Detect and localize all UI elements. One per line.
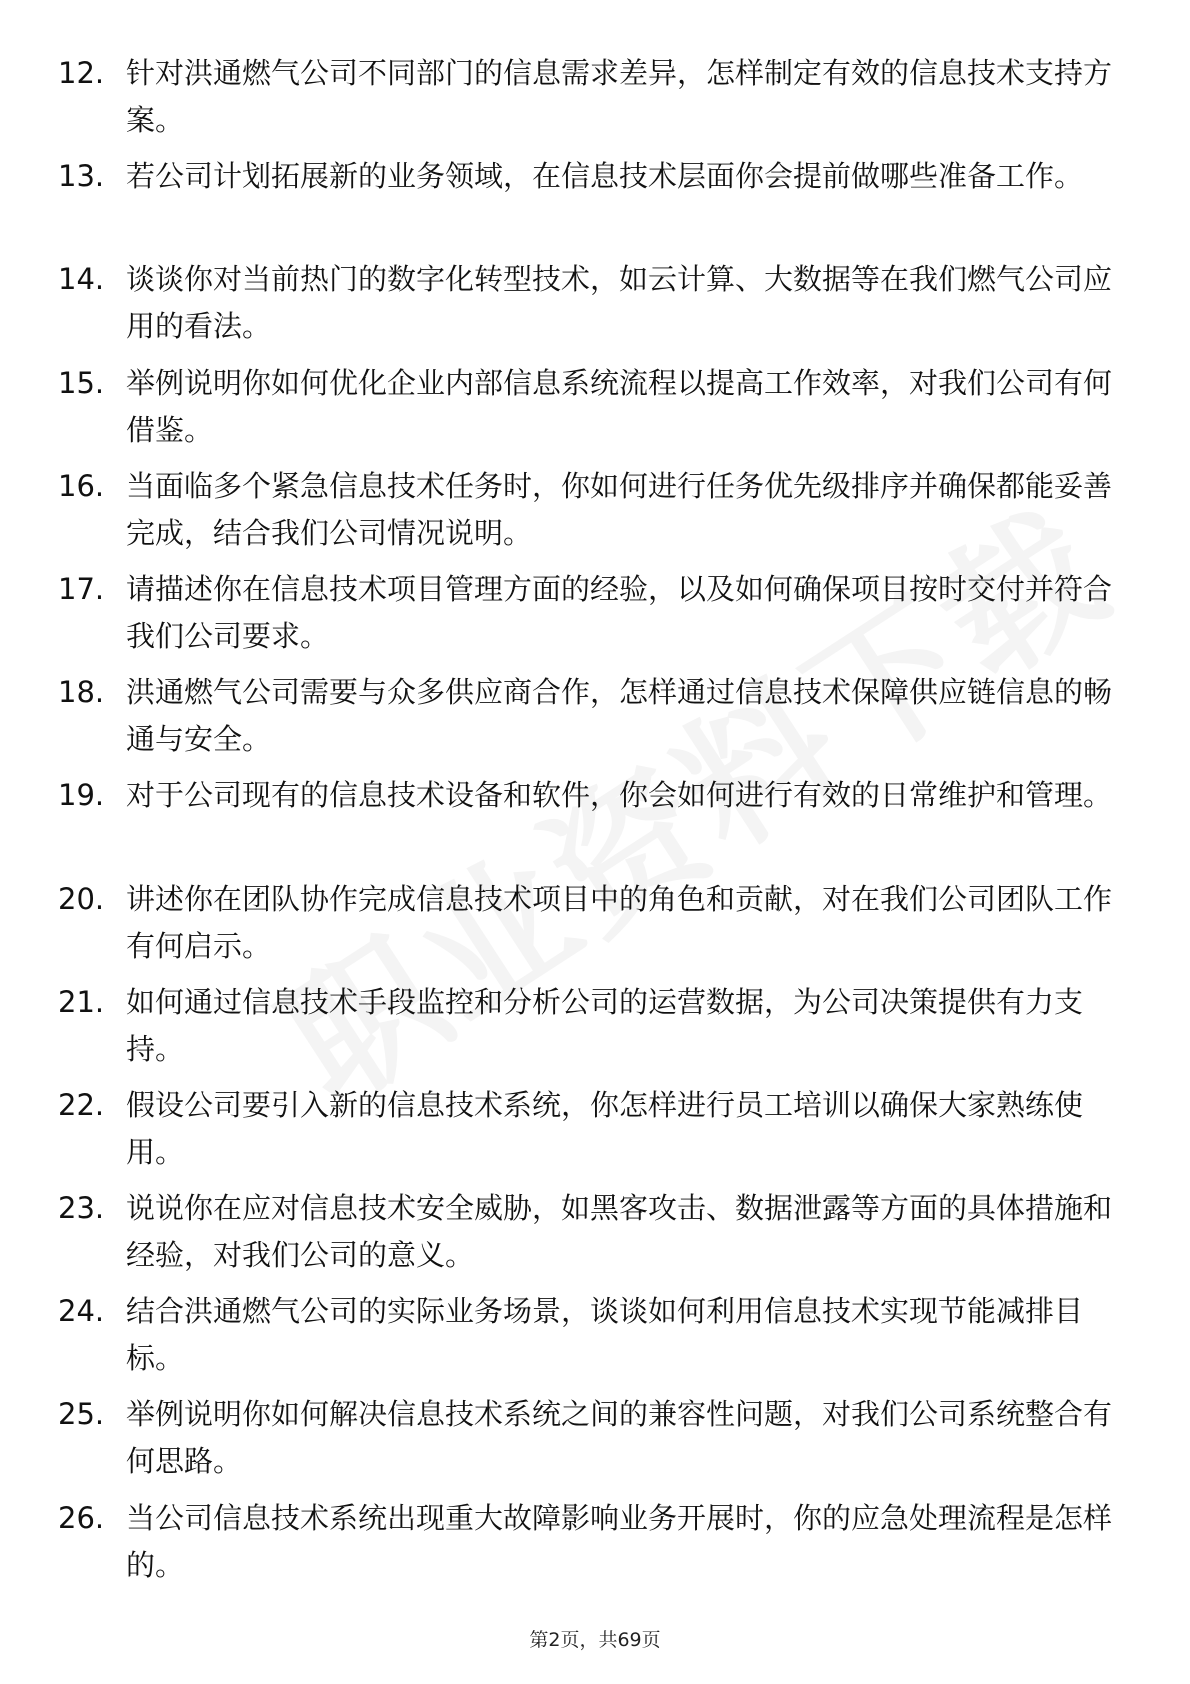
question-number: 15. (58, 365, 105, 400)
list-item (58, 1288, 1120, 1391)
question-number: 23. (58, 1191, 105, 1226)
question-text: 针对洪通燃气公司不同部门的信息需求差异，怎样制定有效的信息技术支持方案。 (126, 56, 1113, 137)
question-number: 26. (58, 1500, 105, 1535)
question-number: 18. (58, 675, 105, 710)
page-footer (0, 1625, 1190, 1652)
list-item (58, 876, 1120, 979)
question-number: 19. (58, 778, 105, 813)
question-number: 16. (58, 468, 105, 503)
question-text: 如何通过信息技术手段监控和分析公司的运营数据，为公司决策提供有力支持。 (126, 984, 1084, 1066)
question-text: 请描述你在信息技术项目管理方面的经验，以及如何确保项目按时交付并符合我们公司要求。 (126, 571, 1113, 653)
list-item (58, 50, 1120, 153)
list-item (58, 463, 1120, 566)
question-number: 21. (58, 984, 105, 1019)
question-text: 假设公司要引入新的信息技术系统，你怎样进行员工培训以确保大家熟练使用。 (126, 1087, 1084, 1169)
question-text: 当公司信息技术系统出现重大故障影响业务开展时，你的应急处理流程是怎样的。 (126, 1500, 1113, 1582)
list-item (58, 566, 1120, 669)
list-item (58, 360, 1120, 463)
list-item (58, 1185, 1120, 1288)
list-item (58, 979, 1120, 1082)
question-text: 举例说明你如何优化企业内部信息系统流程以提高工作效率，对我们公司有何借鉴。 (126, 365, 1113, 447)
question-number: 17. (58, 571, 105, 606)
question-text: 结合洪通燃气公司的实际业务场景，谈谈如何利用信息技术实现节能减排目标。 (126, 1294, 1084, 1376)
list-item (58, 1391, 1120, 1494)
question-text: 对于公司现有的信息技术设备和软件，你会如何进行有效的日常维护和管理。 (126, 778, 1113, 813)
question-text: 若公司计划拓展新的业务领域，在信息技术层面你会提前做哪些准备工作。 (126, 159, 1084, 194)
list-item (58, 153, 1120, 256)
question-text: 当面临多个紧急信息技术任务时，你如何进行任务优先级排序并确保都能妥善完成，结合我们公司情况说明。 (126, 468, 1113, 550)
question-number: 13. (58, 159, 105, 194)
question-text: 说说你在应对信息技术安全威胁，如黑客攻击、数据泄露等方面的具体措施和经验，对我们公司的意义。 (126, 1191, 1113, 1273)
page-number-label: 第2页，共69页 (529, 1629, 661, 1651)
question-text: 谈谈你对当前热门的数字化转型技术，如云计算、大数据等在我们燃气公司应用的看法。 (126, 262, 1113, 344)
list-item (58, 256, 1120, 359)
question-text: 举例说明你如何解决信息技术系统之间的兼容性问题，对我们公司系统整合有何思路。 (126, 1397, 1113, 1479)
question-number: 12. (58, 56, 105, 90)
list-item (58, 669, 1120, 772)
list-item (58, 1495, 1120, 1598)
question-number: 14. (58, 262, 105, 297)
list-item (58, 1082, 1120, 1185)
question-number: 24. (58, 1294, 105, 1329)
question-text: 洪通燃气公司需要与众多供应商合作，怎样通过信息技术保障供应链信息的畅通与安全。 (126, 675, 1113, 757)
question-text: 讲述你在团队协作完成信息技术项目中的角色和贡献，对在我们公司团队工作有何启示。 (126, 881, 1113, 963)
question-number: 25. (58, 1397, 105, 1432)
question-list (58, 50, 1120, 1598)
question-number: 22. (58, 1087, 105, 1122)
list-item (58, 772, 1120, 875)
question-number: 20. (58, 881, 105, 916)
